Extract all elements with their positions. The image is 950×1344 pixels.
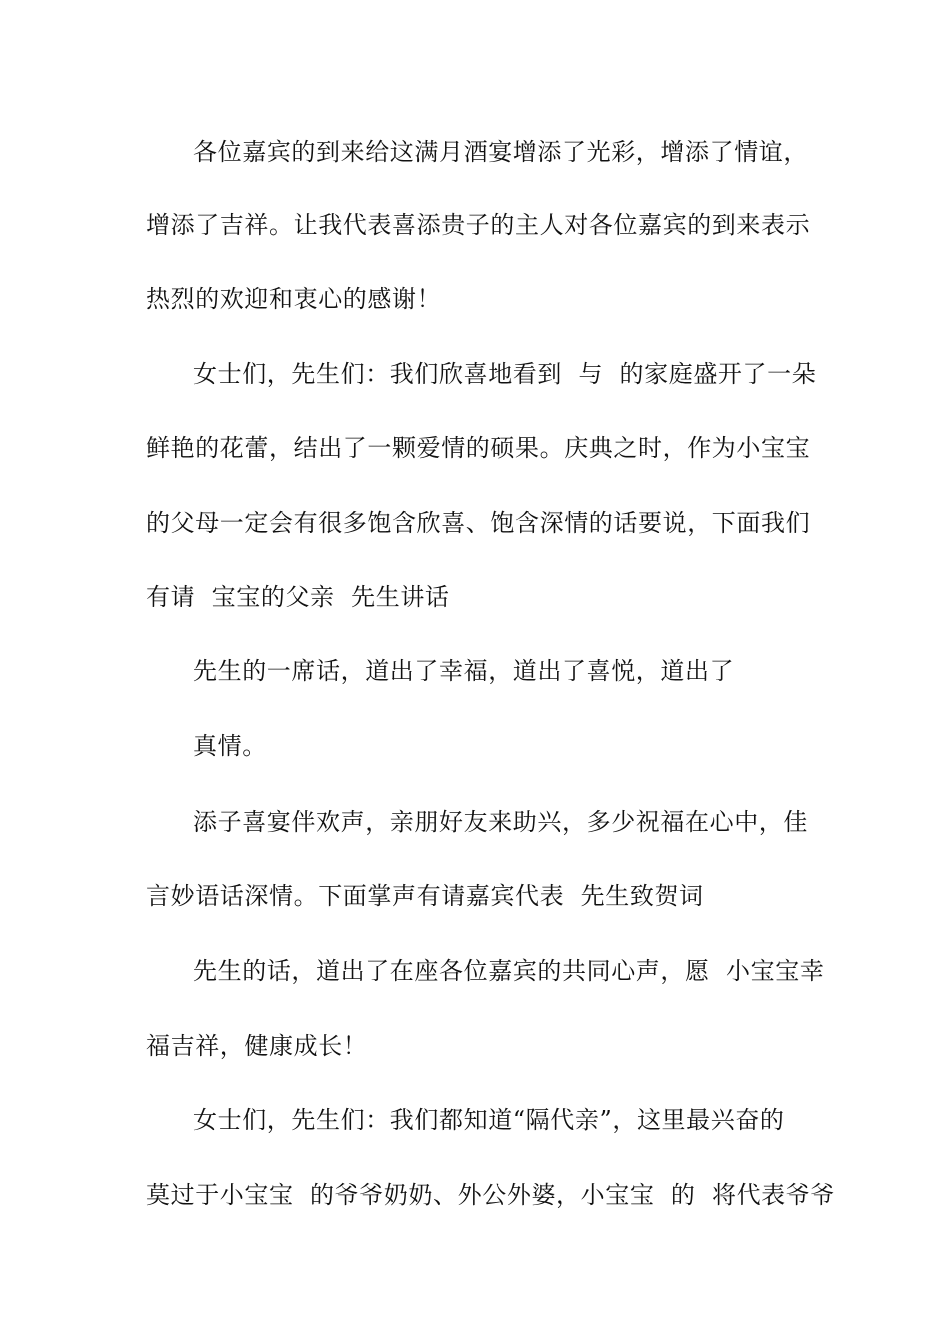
text-line: 先生的一席话，道出了幸福，道出了喜悦，道出了 [193, 657, 735, 685]
text-line: 女士们，先生们：我们欣喜地看到 与 的家庭盛开了一朵 [193, 360, 817, 388]
text-line: 福吉祥，健康成长！ [146, 1032, 368, 1060]
text-line: 的父母一定会有很多饱含欣喜、饱含深情的话要说，下面我们 [146, 509, 811, 537]
text-line: 莫过于小宝宝 的爷爷奶奶、外公外婆，小宝宝 的 将代表爷爷 [146, 1181, 835, 1209]
text-line: 言妙语话深情。下面掌声有请嘉宾代表 先生致贺词 [146, 882, 704, 910]
text-line: 增添了吉祥。让我代表喜添贵子的主人对各位嘉宾的到来表示 [146, 211, 811, 239]
text-line: 女士们，先生们：我们都知道“隔代亲”，这里最兴奋的 [193, 1106, 785, 1134]
text-line: 热烈的欢迎和衷心的感谢！ [146, 285, 442, 313]
text-line: 各位嘉宾的到来给这满月酒宴增添了光彩，增添了情谊， [193, 138, 808, 166]
text-line: 先生的话，道出了在座各位嘉宾的共同心声，愿 小宝宝幸 [193, 957, 825, 985]
text-line: 鲜艳的花蕾，结出了一颗爱情的硕果。庆典之时，作为小宝宝 [146, 434, 811, 462]
text-line: 真情。 [193, 732, 267, 760]
text-line: 有请 宝宝的父亲 先生讲话 [146, 583, 450, 611]
text-line: 添子喜宴伴欢声，亲朋好友来助兴，多少祝福在心中，佳 [193, 808, 808, 836]
